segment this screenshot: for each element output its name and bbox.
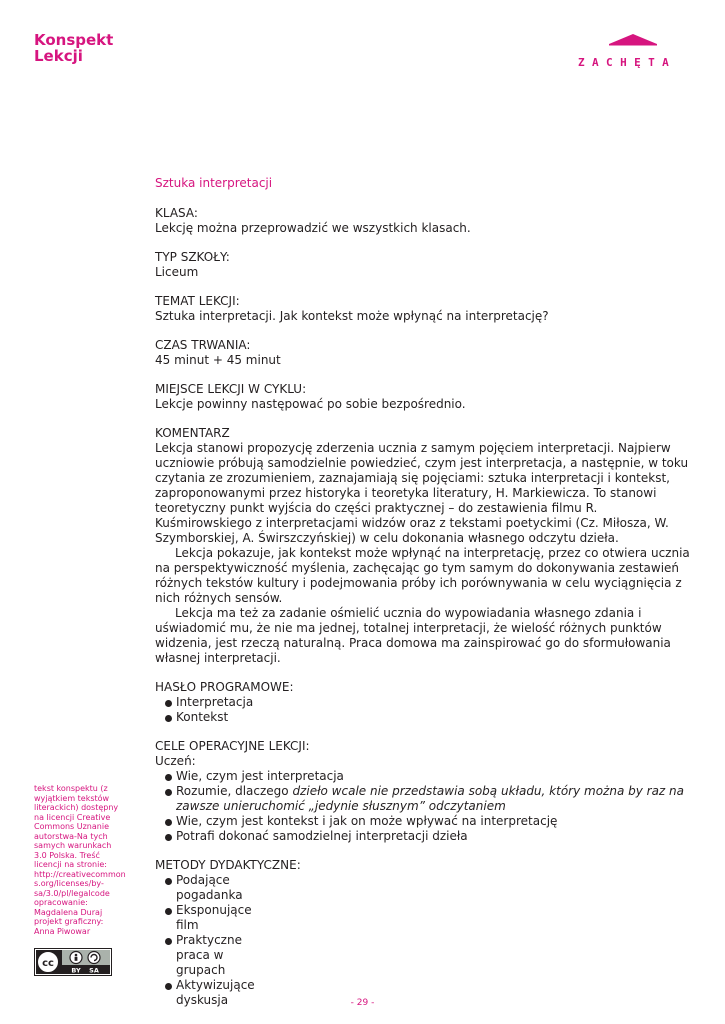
section-heading: METODY DYDAKTYCZNE: [155,858,301,872]
comment-paragraph-3: Lekcja ma też za zadanie ośmielić ucznia do wypowiadania własnego zdania i uświadomić mu, że nie ma jednej, totalnej interpretacji, że wielość różnych punktów widzenia, jest rzeczą naturalną. Praca domowa ma zainspirować go do sformułowania własnej interpretacji. [155,606,671,665]
list-item: Wie, czym jest kontekst i jak on może wpływać na interpretację [155,814,695,829]
header-title [34,32,113,64]
section-klasa [155,206,695,236]
list-item: Kontekst [155,710,695,725]
list-item: Potrafi dokonać samodzielnej interpretacji dzieła [155,829,695,844]
projekt-author: Anna Piwowar [34,926,91,936]
section-value: Lekcję można przeprowadzić we wszystkich klasach. [155,221,471,235]
section-heading: KLASA: [155,206,198,220]
cc-by-sa-badge [34,948,112,976]
section-value: Lekcje powinny następować po sobie bezpośrednio. [155,397,466,411]
section-typ-szkoly [155,250,695,280]
section-value: 45 minut + 45 minut [155,353,281,367]
section-heading: HASŁO PROGRAMOWE: [155,680,294,694]
by-label: BY [71,966,81,975]
section-heading: TEMAT LEKCJI: [155,294,240,308]
list-item: Podające pogadanka [155,873,266,903]
section-heading: MIEJSCE LEKCJI W CYKLU: [155,382,307,396]
section-value: Sztuka interpretacji. Jak kontekst może wpłynąć na interpretację? [155,309,549,323]
section-metody [155,858,695,1008]
section-heading: KOMENTARZ [155,426,230,440]
sa-share-icon [88,952,100,964]
section-value: Liceum [155,265,199,279]
lesson-plan [155,176,695,1022]
section-heading: CZAS TRWANIA: [155,338,251,352]
list-item: Wie, czym jest interpretacja [155,769,695,784]
list-item [155,784,695,814]
list-item: Interpretacja [155,695,695,710]
header-title-line2: Lekcji [34,47,83,65]
sa-label: SA [89,966,99,975]
list-item: Eksponujące film [155,903,266,933]
page-number: - 29 - [350,998,375,1008]
list-item: Praktyczne praca w grupach [155,933,266,978]
section-haslo [155,680,695,725]
section-czas [155,338,695,368]
opracowanie-label: opracowanie: [34,898,88,907]
list-item-prefix: Rozumie, dlaczego [176,784,293,798]
section-heading: TYP SZKOŁY: [155,250,230,264]
license-text: tekst konspektu (z wyjątkiem tekstów literackich) dostępny na licencji Creative Commons Uznanie autorstwa-Na tych samych warunkach 3.0 Polska. Treść licencji na stronie: http://creativecommons.org/licenses/by-sa/3.0/pl/legalcode [34,784,126,898]
section-miejsce [155,382,695,412]
list-item-quote: dzieło wcale nie przedstawia sobą układu, który można by raz na zawsze unieruchomić „jedynie słusznym” odczytaniem [176,784,685,813]
list-item: Aktywizujące dyskusja [155,978,266,1008]
comment-paragraph-2: Lekcja pokazuje, jak kontekst może wpłynąć na interpretację, przez co otwiera ucznia na perspektywiczność myślenia, zachęcając go tym samym do dokonywania zestawień różnych tekstów kultury i podejmowania próby ich porównywania w celu wyciągnięcia z nich różnych sensów. [155,546,690,605]
logo-text: ZACHĘTA [578,56,677,69]
cele-intro: Uczeń: [155,754,196,768]
license-note [34,784,126,936]
projekt-label: projekt graficzny: [34,917,104,926]
lesson-subtitle: Sztuka interpretacji [155,176,273,190]
zacheta-logo [578,30,688,76]
section-temat [155,294,695,324]
section-heading: CELE OPERACYJNE LEKCJI: [155,739,310,753]
cele-list [155,769,695,844]
header-title-line1: Konspekt [34,31,114,49]
metody-list [155,873,695,1008]
comment-paragraph-1: Lekcja stanowi propozycję zderzenia ucznia z samym pojęciem interpretacji. Najpierw uczniowie próbują samodzielnie powiedzieć, czym jest interpretacja, a następnie, w toku czytania ze zrozumieniem, zaznajamiają się pojęciami: sztuka interpretacji i kontekst, zaproponowanymi przez historyka i teoretyka literatury, H. Markiewicza. To stanowi teoretyczny punkt wyjścia do części praktycznej – do zestawienia filmu R. Kuśmirowskiego z interpretacjami widzów oraz z tekstami poetyckimi (Cz. Miłosza, W. Szymborskiej, A. Świrszczyńskiej) w celu dokonania własnego odczytu dzieła. [155,441,689,545]
logo-roof-icon [578,30,688,50]
section-komentarz [155,426,695,666]
cc-label: cc [42,958,54,969]
haslo-list [155,695,695,725]
section-cele [155,739,695,844]
opracowanie-author: Magdalena Duraj [34,907,103,917]
